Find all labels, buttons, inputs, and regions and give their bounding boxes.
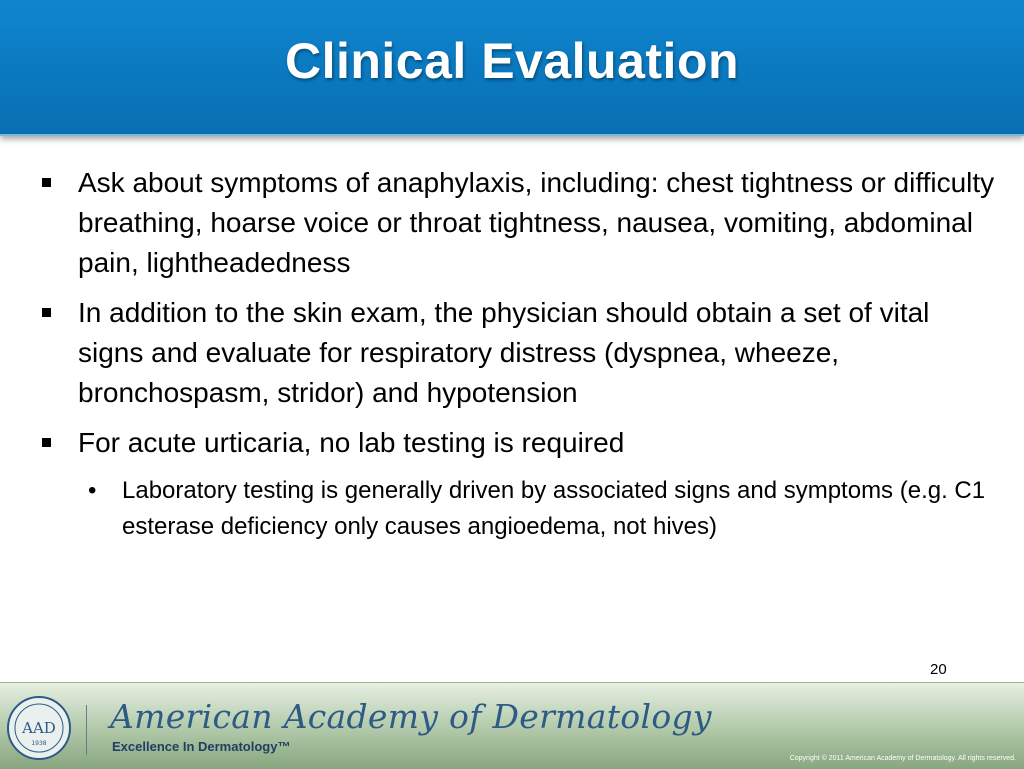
organization-name: American Academy of Dermatology — [110, 697, 712, 736]
aad-seal-logo — [6, 695, 72, 761]
bullet-item — [38, 163, 998, 283]
bullet-text: For acute urticaria, no lab testing is required — [78, 427, 625, 458]
square-bullet-icon — [42, 178, 51, 187]
bullet-item — [38, 423, 998, 463]
bullet-item — [38, 293, 998, 413]
square-bullet-icon — [42, 308, 51, 317]
round-bullet-icon: • — [88, 477, 97, 504]
organization-tagline: Excellence In Dermatology™ — [112, 739, 291, 754]
footer-divider — [86, 705, 87, 755]
seal-year: 1938 — [31, 740, 47, 747]
bullet-text: In addition to the skin exam, the physician should obtain a set of vital signs and evaluate for respiratory distress (dyspnea, wheeze, bronchospasm, stridor) and hypotension — [78, 297, 930, 408]
square-bullet-icon — [42, 438, 51, 447]
slide-header — [0, 0, 1024, 136]
sub-bullet-text: Laboratory testing is generally driven by associated signs and symptoms (e.g. C1 esterase deficiency only causes angioedema, not hives) — [122, 477, 986, 540]
sub-bullet-item — [38, 473, 992, 545]
bullet-text: Ask about symptoms of anaphylaxis, including: chest tightness or difficulty breathing, hoarse voice or throat tightness, nausea, vomiting, abdominal pain, lightheadedness — [78, 167, 995, 278]
slide-footer — [0, 682, 1024, 769]
page-number: 20 — [930, 661, 947, 678]
copyright-notice: Copyright © 2011 American Academy of Dermatology. All rights reserved. — [789, 755, 1016, 762]
seal-text: AAD — [22, 719, 56, 737]
slide-title: Clinical Evaluation — [284, 33, 740, 89]
slide-content — [38, 163, 998, 545]
